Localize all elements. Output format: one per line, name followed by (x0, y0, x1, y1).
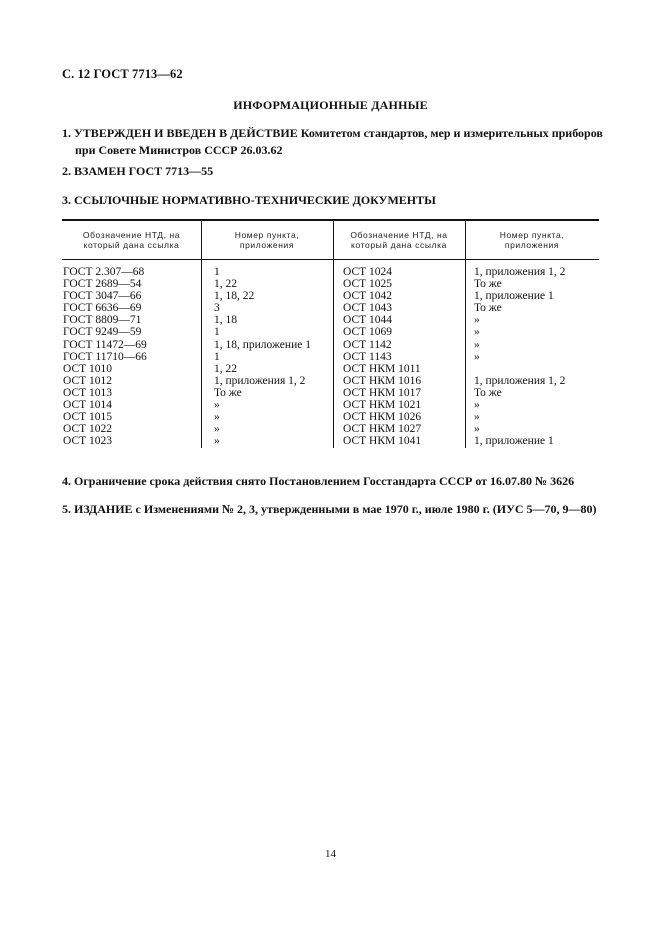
table-cell: ОСТ 1143 (343, 350, 392, 363)
table-cell: ОСТ 1044 (343, 314, 393, 327)
table-cell: ГОСТ 8809—71 (63, 314, 142, 327)
table-cell: ГОСТ 3047—66 (63, 290, 142, 303)
table-header-clause: Номер пункта, приложения (234, 230, 300, 250)
table-cell: ГОСТ 9249—59 (63, 326, 142, 339)
table-cell: 3 (214, 302, 220, 315)
table-cell: ОСТ 1042 (343, 290, 393, 303)
section-replacement: 2. ВЗАМЕН ГОСТ 7713—55 (62, 164, 214, 178)
table-header-document: Обозначение НТД, на который дана ссылка (350, 230, 448, 250)
table-header-document: Обозначение НТД, на который дана ссылка (82, 230, 181, 250)
table-cell: ОСТ 1010 (63, 362, 113, 375)
table-cell: ГОСТ 11710—66 (63, 350, 147, 363)
table-cell: » (214, 411, 220, 424)
table-cell: ОСТ 1013 (63, 386, 113, 399)
table-cell: 1 (214, 350, 220, 363)
table-cell: 1, приложения 1, 2 (474, 374, 566, 387)
table-cell: ГОСТ 2689—54 (63, 278, 142, 291)
table-cell: 1, приложения 1, 2 (214, 374, 306, 387)
table-cell: ОСТ 1025 (343, 278, 393, 291)
table-cell: ОСТ НКМ 1011 (343, 362, 421, 375)
table-cell: » (474, 350, 480, 363)
table-center-divider (333, 219, 334, 448)
document-title: ИНФОРМАЦИОННЫЕ ДАННЫЕ (233, 98, 428, 112)
section-references-heading: 3. ССЫЛОЧНЫЕ НОРМАТИВНО-ТЕХНИЧЕСКИЕ ДОКУМЕНТЫ (62, 193, 436, 207)
table-cell: » (474, 399, 480, 412)
table-cell: ОСТ НКМ 1021 (343, 399, 422, 412)
section-edition: 5. ИЗДАНИЕ с Изменениями № 2, 3, утвержденными в мае 1970 г., июле 1980 г. (ИУС 5—70, 9—80) (62, 502, 597, 516)
table-top-rule (62, 219, 599, 221)
table-cell: 1, приложения 1, 2 (474, 266, 566, 278)
table-cell: » (474, 326, 480, 339)
table-header-clause: Номер пункта, приложения (499, 230, 565, 250)
table-cell: » (474, 423, 480, 436)
table-cell: То же (474, 386, 502, 399)
table-cell: 1 (214, 326, 220, 339)
table-cell: 1, приложение 1 (474, 290, 554, 303)
table-cell: » (474, 338, 480, 351)
table-column-divider (465, 219, 466, 448)
page-header: С. 12 ГОСТ 7713—62 (62, 67, 183, 81)
table-cell: ГОСТ 2.307—68 (63, 266, 145, 278)
table-cell: ГОСТ 11472—69 (63, 338, 147, 351)
table-cell: ОСТ 1142 (343, 338, 392, 351)
references-table (62, 219, 599, 448)
table-cell: 1, 18 (214, 314, 237, 327)
table-cell: ОСТ 1012 (63, 374, 113, 387)
section-approval-line1: 1. УТВЕРЖДЕН И ВВЕДЕН В ДЕЙСТВИЕ Комитетом стандартов, мер и измерительных приборов (62, 126, 603, 140)
table-cell: 1, 22 (214, 278, 237, 291)
page-number: 14 (325, 848, 336, 860)
table-cell: » (214, 399, 220, 412)
table-cell: » (474, 411, 480, 424)
table-column-documents-right (343, 266, 421, 447)
table-header-rule (62, 259, 599, 260)
table-cell: То же (474, 278, 502, 291)
table-cell: » (214, 435, 220, 448)
section-approval (62, 125, 622, 159)
table-cell: 1, приложение 1 (474, 435, 554, 448)
table-cell: ГОСТ 6636—69 (63, 302, 142, 315)
table-cell: ОСТ 1043 (343, 302, 393, 315)
table-column-clauses-left (214, 266, 311, 447)
table-cell: ОСТ НКМ 1026 (343, 411, 422, 424)
table-cell: ОСТ НКМ 1041 (343, 435, 422, 448)
table-cell: ОСТ 1015 (63, 411, 113, 424)
table-cell: 1, 18, приложение 1 (214, 338, 311, 351)
table-cell: ОСТ НКМ 1016 (343, 374, 422, 387)
table-cell: ОСТ НКМ 1027 (343, 423, 422, 436)
table-column-divider (201, 219, 202, 448)
section-validity: 4. Ограничение срока действия снято Постановлением Госстандарта СССР от 16.07.80 № 3626 (62, 474, 575, 488)
table-cell: 1, 22 (214, 362, 237, 375)
table-column-clauses-right (474, 266, 565, 447)
table-cell (474, 363, 565, 375)
table-cell: То же (214, 386, 242, 399)
table-cell: ОСТ 1014 (63, 399, 113, 412)
table-column-documents-left (63, 266, 147, 447)
section-approval-line2: при Совете Министров СССР 26.03.62 (75, 143, 283, 157)
table-cell: ОСТ 1024 (343, 266, 393, 278)
table-cell: 1 (214, 266, 220, 278)
table-cell: ОСТ 1023 (63, 435, 113, 448)
table-cell: ОСТ 1069 (343, 326, 393, 339)
table-cell: 1, 18, 22 (214, 290, 255, 303)
table-cell: » (214, 423, 220, 436)
table-cell: ОСТ 1022 (63, 423, 113, 436)
table-cell: » (474, 314, 480, 327)
table-cell: То же (474, 302, 502, 315)
table-cell: ОСТ НКМ 1017 (343, 386, 422, 399)
